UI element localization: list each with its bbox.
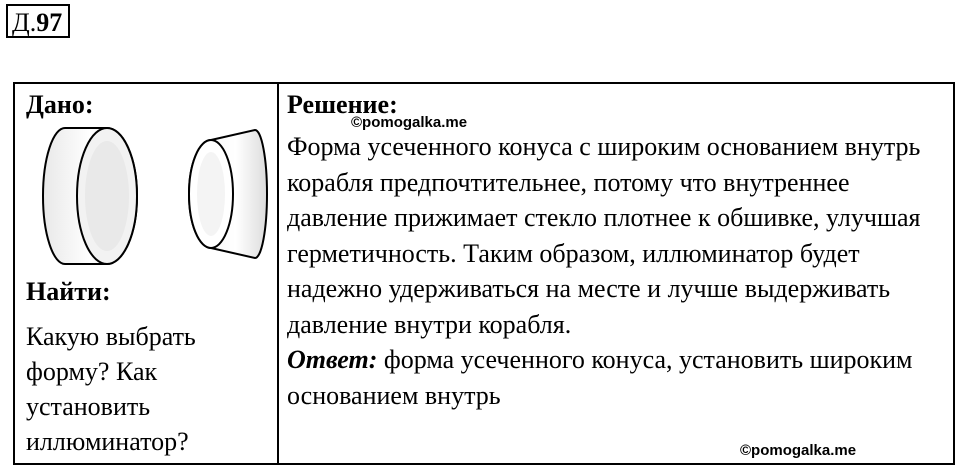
answer-text: форма усеченного конуса, установить широким основанием внутрь: [287, 345, 913, 410]
solution-body: Форма усеченного конуса с широким основанием внутрь корабля предпочтительнее, потому что внутреннее давление прижимает стекло плотнее к обшивке, улучшая герметичность. Таким образом, иллюминатор будет надежно удерживаться на месте и лучше выдерживать давление внутри корабля.: [287, 132, 921, 339]
solution-text: [287, 129, 952, 413]
given-label: Дано:: [26, 90, 94, 119]
question-text: Какую выбрать форму? Как установить иллюминатор?: [26, 322, 196, 456]
task-table: [13, 82, 955, 465]
find-label: Найти:: [26, 277, 111, 306]
watermark-bottom: ©pomogalka.me: [740, 442, 857, 459]
truncated-cone-icon: [175, 126, 270, 266]
watermark-top: ©pomogalka.me: [351, 114, 468, 131]
task-number-value: 97: [36, 8, 63, 37]
cylinder-icon: [37, 122, 157, 272]
task-prefix: Д.: [12, 8, 37, 37]
solution-label: Решение:: [287, 90, 398, 119]
answer-label: Ответ:: [287, 345, 378, 374]
task-number: [6, 4, 70, 38]
column-divider: [277, 84, 279, 463]
